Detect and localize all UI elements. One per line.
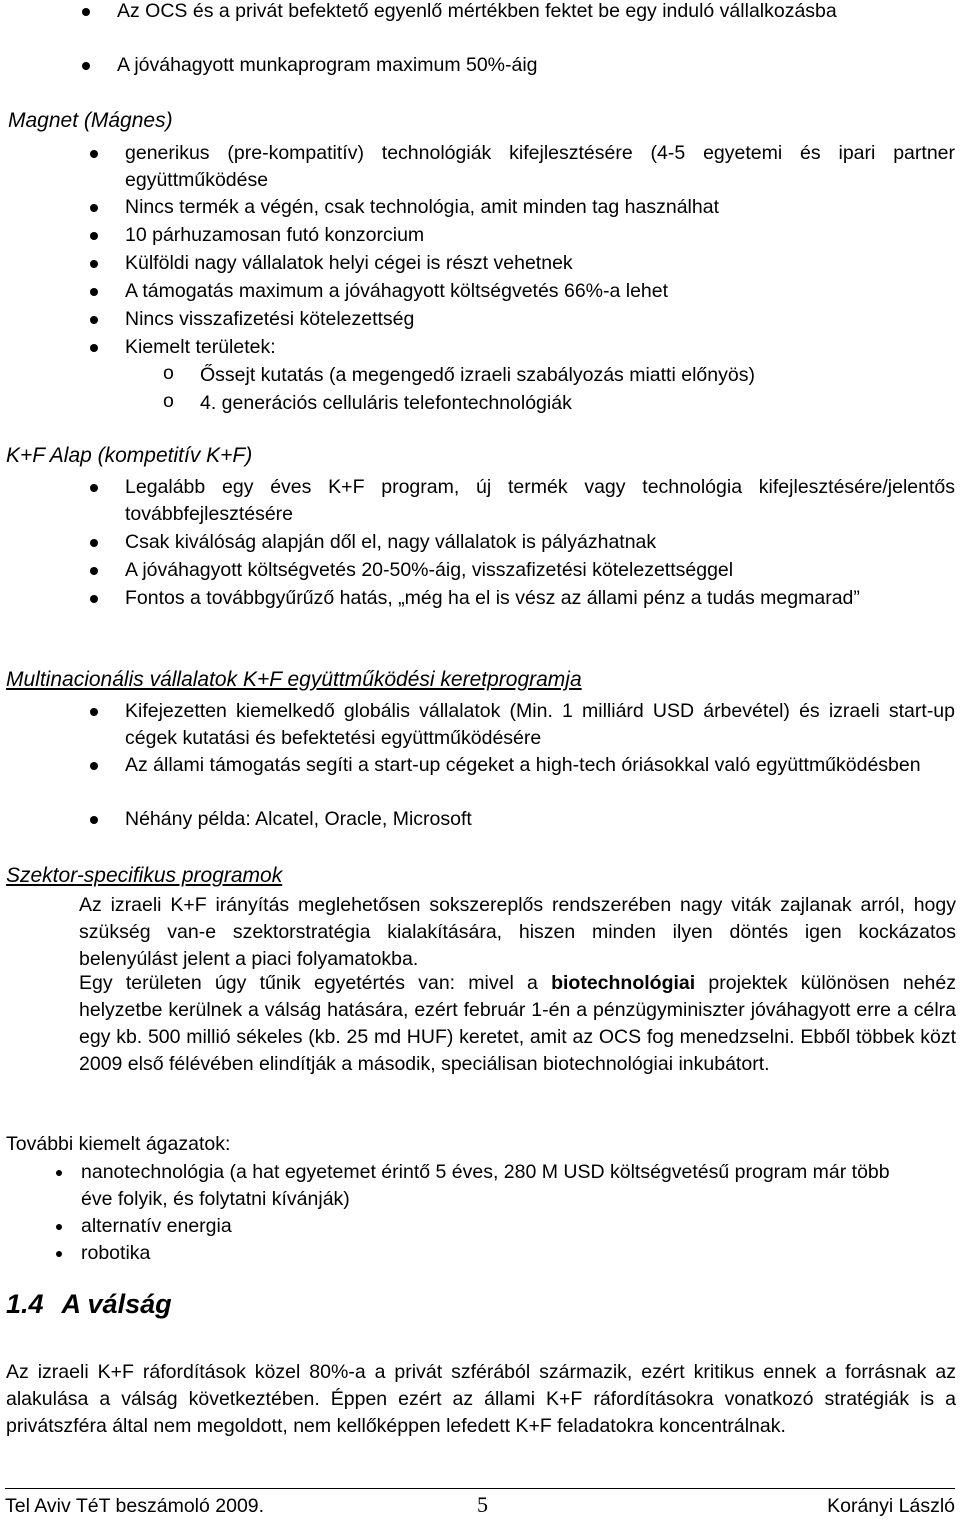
- bullet-icon: [90, 762, 98, 770]
- list-item-text: A jóváhagyott költségvetés 20-50%-áig, visszafizetési kötelezettséggel: [125, 559, 734, 581]
- list-item-text: Az OCS és a privát befektető egyenlő mértékben fektet be egy induló vállalkozásba: [117, 0, 837, 22]
- list-item-text: Csak kiválóság alapján dől el, nagy vállalatok is pályázhatnak: [125, 531, 657, 553]
- list-item-text: Az állami támogatás segíti a start-up cégeket a high-tech óriásokkal való együttműködésben: [125, 754, 921, 776]
- sector-paragraph-2-end: projektek különösen nehéz helyzetbe kerülnek a válság hatására, ezért február 1-én a pénzügyminiszter jóváhagyott erre a célra egy kb. 500 millió sékeles (kb. 25 md HUF) keretet, amit az OCS fog menedzselni. Ebből többek közt 2009 első félévében elindítják a második, speciálisan biotechnológiai inkubátort.: [79, 972, 956, 1075]
- sector-paragraph-2-start: Egy területen úgy tűnik egyetértés van: mivel a: [79, 972, 552, 994]
- bullet-icon: [90, 260, 98, 268]
- further-sectors-title: További kiemelt ágazatok:: [6, 1133, 231, 1155]
- bullet-icon: [90, 816, 98, 824]
- list-item-text: robotika: [81, 1242, 151, 1264]
- section-paragraph: Az izraeli K+F ráfordítások közel 80%-a a privát szférából származik, ezért kritikus ennek a forrásnak az alakulása a válság következtében. Éppen ezért az állami K+F ráfordításokra vonatkozó stratégiák is a privátszféra által nem megoldott, nem kellőképpen lefedett K+F feladatokra koncentrálnak.: [6, 1361, 956, 1437]
- sector-paragraph-1: Az izraeli K+F irányítás meglehetősen sokszereplős rendszerében nagy viták zajlanak arról, hogy szükség van-e szektorstratégia kialakítására, hiszen minden ilyen döntés igen kockázatos belenyúlást jelent a piaci folyamatokba.: [79, 894, 956, 970]
- section-heading-multinational: Multinacionális vállalatok K+F együttműködési keretprogramja: [6, 668, 582, 691]
- bullet-icon: [56, 1224, 62, 1230]
- bullet-icon: [90, 539, 98, 547]
- section-title-text: A válság: [61, 1289, 172, 1319]
- bullet-icon: [90, 708, 98, 716]
- bullet-icon: [90, 150, 98, 158]
- list-item-text: Kifejezetten kiemelkedő globális vállalatok (Min. 1 milliárd USD árbevétel) és izraeli start-up cégek kutatási és befektetési együttműködésére: [125, 700, 955, 749]
- sub-list-item-text: Őssejt kutatás (a megengedő izraeli szabályozás miatti előnyös): [200, 364, 755, 386]
- footer-author: Korányi László: [827, 1495, 955, 1517]
- page-number: 5: [477, 1492, 488, 1517]
- circle-bullet-icon: o: [163, 362, 174, 384]
- bullet-icon: [90, 344, 98, 352]
- section-heading-kf-alap: K+F Alap (kompetitív K+F): [6, 444, 253, 467]
- page-footer: [5, 1488, 955, 1517]
- circle-bullet-icon: o: [163, 390, 174, 412]
- sector-paragraph-2: [79, 970, 956, 1078]
- list-item-text: alternatív energia: [81, 1215, 232, 1237]
- section-number: 1.4: [6, 1289, 44, 1319]
- list-item-text: Fontos a továbbgyűrűző hatás, „még ha el is vész az állami pénz a tudás megmarad”: [125, 587, 860, 609]
- list-item-text: nanotechnológia (a hat egyetemet érintő 5 éves, 280 M USD költségvetésű program már több éve folyik, és folytatni kívánják): [81, 1161, 890, 1210]
- list-item-text: 10 párhuzamosan futó konzorcium: [125, 224, 425, 246]
- footer-left-text: Tel Aviv TéT beszámoló 2009.: [5, 1495, 265, 1517]
- list-item-text: Külföldi nagy vállalatok helyi cégei is részt vehetnek: [125, 252, 573, 274]
- bullet-icon: [56, 1251, 62, 1257]
- list-item-text: Nincs visszafizetési kötelezettség: [125, 308, 415, 330]
- bullet-icon: [90, 288, 98, 296]
- bullet-icon: [90, 484, 98, 492]
- list-item-text: Legalább egy éves K+F program, új termék vagy technológia kifejlesztésére/jelentős továbbfejlesztésére: [125, 476, 955, 525]
- section-title: [6, 1291, 172, 1318]
- bullet-icon: [56, 1170, 62, 1176]
- bullet-icon: [90, 232, 98, 240]
- bullet-icon: [90, 567, 98, 575]
- list-item-text: Néhány példa: Alcatel, Oracle, Microsoft: [125, 808, 472, 830]
- list-item: [0, 52, 960, 79]
- list-item-text: Nincs termék a végén, csak technológia, amit minden tag használhat: [125, 196, 719, 218]
- list-item-text: A támogatás maximum a jóváhagyott költségvetés 66%-a lehet: [125, 280, 669, 302]
- bullet-icon: [82, 62, 90, 70]
- section-heading-magnet: Magnet (Mágnes): [8, 109, 173, 132]
- bullet-icon: [82, 8, 90, 16]
- list-item: [0, 0, 960, 52]
- list-item-text: Kiemelt területek:: [125, 336, 276, 358]
- section-heading-sector: Szektor-specifikus programok: [6, 864, 283, 887]
- bullet-icon: [90, 595, 98, 603]
- sector-paragraph-2-bold: biotechnológiai: [551, 972, 696, 994]
- list-item-text: A jóváhagyott munkaprogram maximum 50%-áig: [117, 54, 538, 76]
- bullet-icon: [90, 204, 98, 212]
- bullet-icon: [90, 316, 98, 324]
- list-item-text: generikus (pre-kompatitív) technológiák kifejlesztésére (4-5 egyetemi és ipari partner együttműködése: [125, 142, 955, 191]
- sub-list-item-text: 4. generációs celluláris telefontechnológiák: [200, 392, 572, 414]
